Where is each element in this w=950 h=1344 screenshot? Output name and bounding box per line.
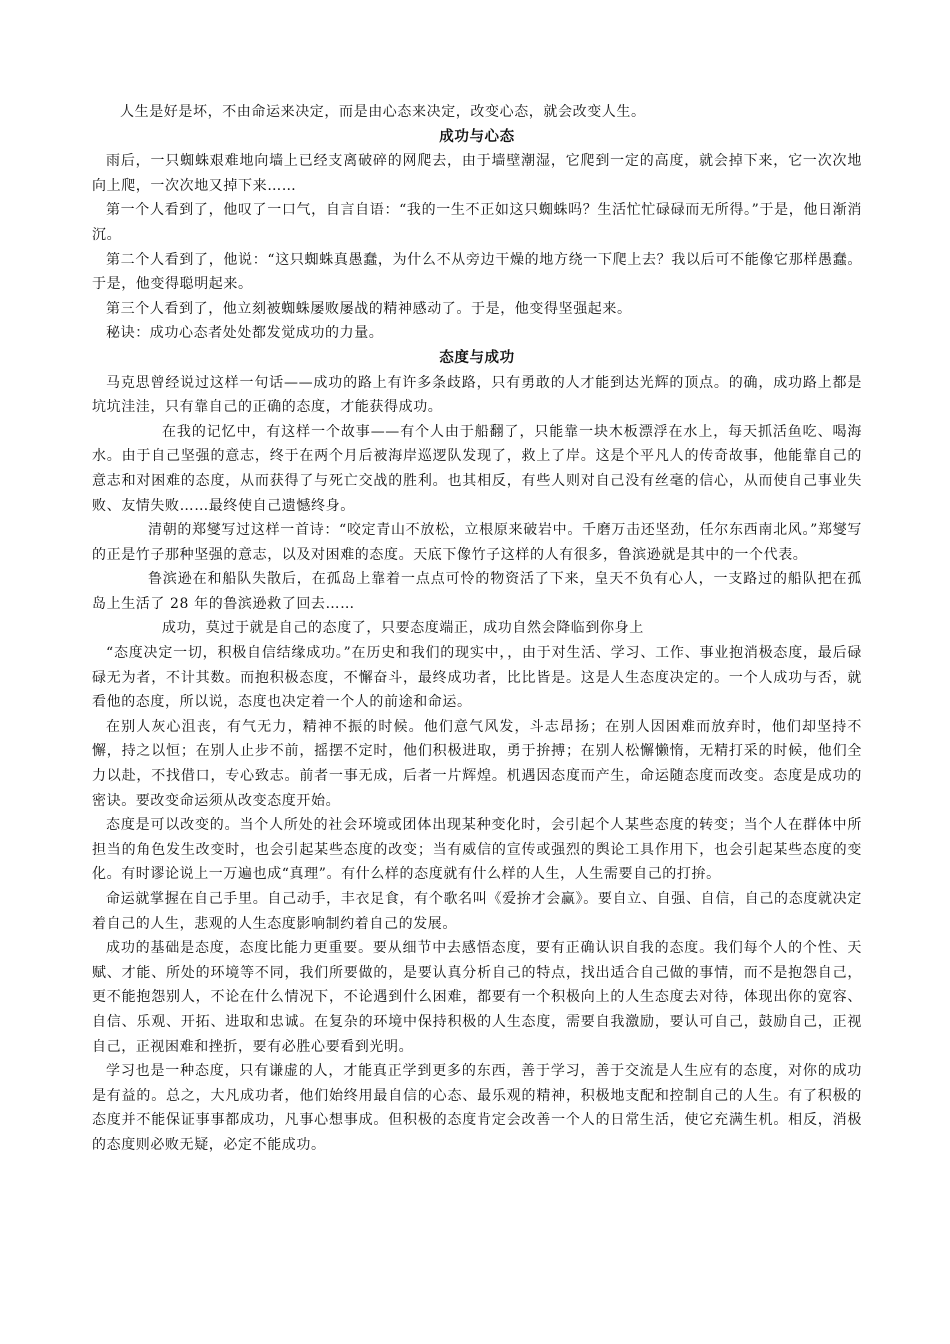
section-title-attitude-and-success: 态度与成功 <box>439 349 515 366</box>
document-body <box>92 100 862 1158</box>
paragraph: 秘诀：成功心态者处处都发觉成功的力量。 <box>106 325 384 342</box>
paragraph: 雨后，一只蜘蛛艰难地向墙上已经支离破碎的网爬去，由于墙壁潮湿，它爬到一定的高度，就会掉下来，它一次次地向上爬，一次次地又掉下来…… <box>92 153 862 194</box>
paragraph: 清朝的郑燮写过这样一首诗：“咬定青山不放松，立根原来破岩中。千磨万击还坚劲，任尔东西南北风。”郑燮写的正是竹子那种坚强的意志，以及对困难的态度。天底下像竹子这样的人有很多，鲁滨逊就是其中的一个代表。 <box>92 522 862 563</box>
intro-paragraph: 人生是好是坏，不由命运来决定，而是由心态来决定，改变心态，就会改变人生。 <box>120 104 646 120</box>
paragraph: 马克思曾经说过这样一句话——成功的路上有许多条歧路，只有勇敢的人才能到达光辉的顶点。的确，成功路上都是坑坑洼洼，只有靠自己的正确的态度，才能获得成功。 <box>92 374 862 416</box>
section-title-success-and-mindset: 成功与心态 <box>439 128 515 145</box>
paragraph: “态度决定一切，积极自信结缘成功。”在历史和我们的现实中，，由于对生活、学习、工作、事业抱消极态度，最后碌碌无为者，不计其数。而抱积极态度，不懈奋斗，最终成功者，比比皆是。这是人生态度决定的。一个人成功与否，就看他的态度，所以说，态度也决定着一个人的前途和命运。 <box>92 645 862 711</box>
paragraph: 第三个人看到了，他立刻被蜘蛛屡败屡战的精神感动了。于是，他变得坚强起来。 <box>106 300 632 317</box>
paragraph: 态度是可以改变的。当个人所处的社会环境或团体出现某种变化时，会引起个人某些态度的转变；当个人在群体中所担当的角色发生改变时，也会引起某些态度的改变；当有威信的宣传或强烈的舆论工具作用下，也会引起某些态度的变化。有时谬论说上一万遍也成“真理”。有什么样的态度就有什么样的人生，人生需要自己的打拚。 <box>92 817 862 883</box>
paragraph: 命运就掌握在自己手里。自己动手，丰衣足食，有个歌名叫《爱拚才会赢》。要自立、自强、自信，自己的态度就决定着自己的人生，悲观的人生态度影响制约着自己的发展。 <box>92 891 862 932</box>
paragraph: 鲁滨逊在和船队失散后，在孤岛上靠着一点点可怜的物资活了下来，皇天不负有心人，一支路过的船队把在孤岛上生活了 28 年的鲁滨逊救了回去…… <box>92 571 862 612</box>
paragraph: 在别人灰心沮丧，有气无力，精神不振的时候。他们意气风发，斗志昂扬；在别人因困难而放弃时，他们却坚持不懈，持之以恒；在别人止步不前，摇摆不定时，他们积极进取，勇于拚搏；在别人松懈懒惰，无精打采的时候，他们全力以赴，不找借口，专心致志。前者一事无成，后者一片辉煌。机遇因态度而产生，命运随态度而改变。态度是成功的密诀。要改变命运须从改变态度开始。 <box>92 718 862 809</box>
paragraph: 学习也是一种态度，只有谦虚的人，才能真正学到更多的东西，善于学习，善于交流是人生应有的态度，对你的成功是有益的。总之，大凡成功者，他们始终用最自信的心态、最乐观的精神，积极地支配和控制自己的人生。有了积极的态度并不能保证事事都成功，凡事心想事成。但积极的态度肯定会改善一个人的日常生活，使它充满生机。相反，消极的态度则必败无疑，必定不能成功。 <box>92 1063 862 1153</box>
paragraph: 成功，莫过于就是自己的态度了，只要态度端正，成功自然会降临到你身上 <box>162 620 644 637</box>
paragraph: 第一个人看到了，他叹了一口气，自言自语：“我的一生不正如这只蜘蛛吗？生活忙忙碌碌而无所得。”于是，他日渐消沉。 <box>92 202 862 243</box>
paragraph: 在我的记忆中，有这样一个故事——有个人由于船翻了，只能靠一块木板漂浮在水上，每天抓活鱼吃、喝海水。由于自己坚强的意志，终于在两个月后被海岸巡逻队发现了，救上了岸。这是个平凡人的传奇故事，他能靠自己的意志和对困难的态度，从而获得了与死亡交战的胜利。也其相反，有些人则对自己没有丝毫的信心，从而使自己事业失败、友情失败……最终使自己遗憾终身。 <box>92 423 862 514</box>
paragraph: 第二个人看到了，他说：“这只蜘蛛真愚蠢，为什么不从旁边干燥的地方绕一下爬上去？我以后可不能像它那样愚蠢。于是，他变得聪明起来。 <box>92 251 862 293</box>
paragraph: 成功的基础是态度，态度比能力更重要。要从细节中去感悟态度，要有正确认识自我的态度。我们每个人的个性、天赋、才能、所处的环境等不同，我们所要做的，是要认真分析自己的特点，找出适合自己做的事情，而不是抱怨自己，更不能抱怨别人，不论在什么情况下，不论遇到什么困难，都要有一个积极向上的人生态度去对待，体现出你的宽容、自信、乐观、开拓、进取和忠诚。在复杂的环境中保持积极的人生态度，需要自我激励，要认可自己，鼓励自己，正视自己，正视困难和挫折，要有必胜心要看到光明。 <box>92 940 862 1055</box>
